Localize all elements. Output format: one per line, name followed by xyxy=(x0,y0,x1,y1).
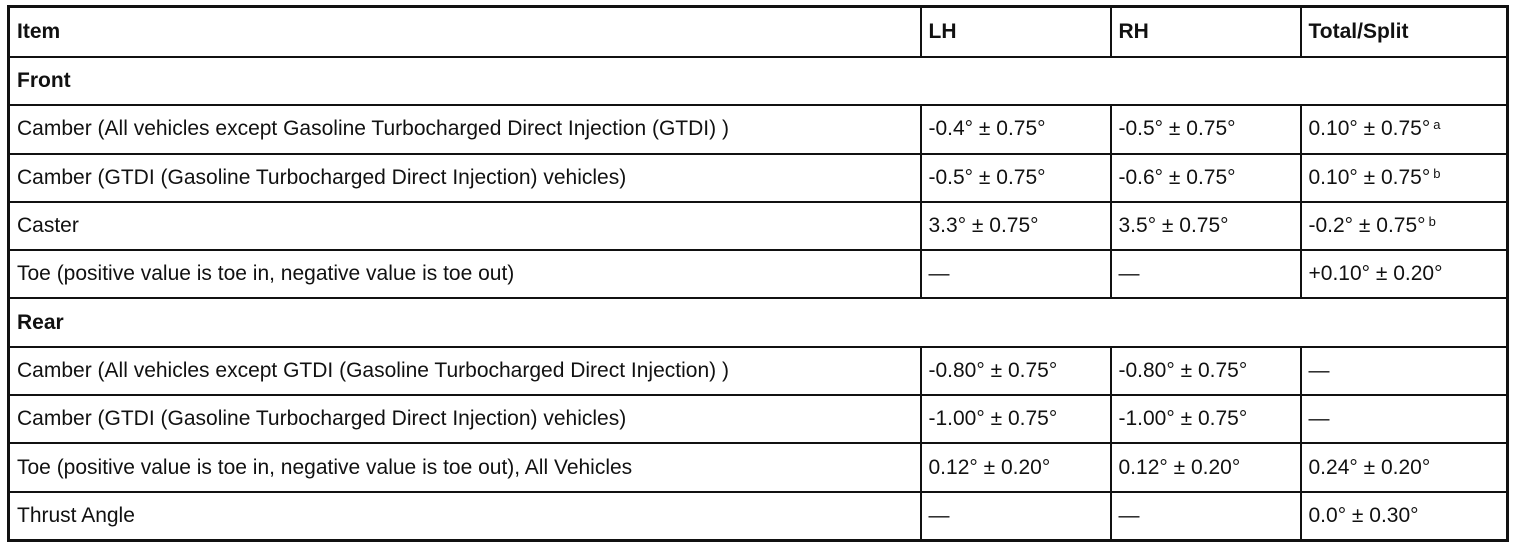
header-row xyxy=(9,7,1508,58)
rh-cell: — xyxy=(1111,250,1301,298)
total-cell xyxy=(1301,202,1508,250)
table-row xyxy=(9,492,1508,541)
table-row xyxy=(9,347,1508,395)
section-label-front: Front xyxy=(9,57,1508,105)
lh-cell: — xyxy=(921,250,1111,298)
item-cell: Toe (positive value is toe in, negative value is toe out) xyxy=(9,250,921,298)
footnote-marker: b xyxy=(1428,214,1436,230)
wheel-alignment-spec-table xyxy=(7,5,1509,542)
header-lh: LH xyxy=(921,7,1111,58)
item-cell: Camber (GTDI (Gasoline Turbocharged Direct Injection) vehicles) xyxy=(9,154,921,202)
item-cell: Camber (All vehicles except GTDI (Gasoline Turbocharged Direct Injection) ) xyxy=(9,347,921,395)
table-row xyxy=(9,443,1508,491)
header-total-split: Total/Split xyxy=(1301,7,1508,58)
total-cell: 0.0° ± 0.30° xyxy=(1301,492,1508,541)
rh-cell: -1.00° ± 0.75° xyxy=(1111,395,1301,443)
total-value: 0.10° ± 0.75° xyxy=(1308,165,1431,189)
total-cell xyxy=(1301,154,1508,202)
total-value: -0.2° ± 0.75° xyxy=(1308,214,1426,238)
lh-cell: — xyxy=(921,492,1111,541)
table-row xyxy=(9,395,1508,443)
lh-cell: -0.80° ± 0.75° xyxy=(921,347,1111,395)
item-cell: Camber (All vehicles except Gasoline Turbocharged Direct Injection (GTDI) ) xyxy=(9,105,921,153)
item-cell: Caster xyxy=(9,202,921,250)
rh-cell: -0.6° ± 0.75° xyxy=(1111,154,1301,202)
lh-cell: -0.4° ± 0.75° xyxy=(921,105,1111,153)
item-cell: Camber (GTDI (Gasoline Turbocharged Direct Injection) vehicles) xyxy=(9,395,921,443)
item-cell: Thrust Angle xyxy=(9,492,921,541)
total-cell: — xyxy=(1301,347,1508,395)
rh-cell: 3.5° ± 0.75° xyxy=(1111,202,1301,250)
table-row xyxy=(9,105,1508,153)
lh-cell: -0.5° ± 0.75° xyxy=(921,154,1111,202)
total-cell: — xyxy=(1301,395,1508,443)
total-cell: 0.24° ± 0.20° xyxy=(1301,443,1508,491)
lh-cell: -1.00° ± 0.75° xyxy=(921,395,1111,443)
lh-cell: 0.12° ± 0.20° xyxy=(921,443,1111,491)
rh-cell: -0.80° ± 0.75° xyxy=(1111,347,1301,395)
header-rh: RH xyxy=(1111,7,1301,58)
total-cell: +0.10° ± 0.20° xyxy=(1301,250,1508,298)
section-row-front xyxy=(9,57,1508,105)
header-item: Item xyxy=(9,7,921,58)
footnote-marker: a xyxy=(1433,117,1441,133)
section-row-rear xyxy=(9,298,1508,346)
rh-cell: -0.5° ± 0.75° xyxy=(1111,105,1301,153)
table-row xyxy=(9,154,1508,202)
item-cell: Toe (positive value is toe in, negative value is toe out), All Vehicles xyxy=(9,443,921,491)
rh-cell: 0.12° ± 0.20° xyxy=(1111,443,1301,491)
table-row xyxy=(9,202,1508,250)
footnote-marker: b xyxy=(1433,165,1441,181)
rh-cell: — xyxy=(1111,492,1301,541)
section-label-rear: Rear xyxy=(9,298,1508,346)
table-row xyxy=(9,250,1508,298)
total-cell xyxy=(1301,105,1508,153)
total-value: 0.10° ± 0.75° xyxy=(1308,117,1431,141)
lh-cell: 3.3° ± 0.75° xyxy=(921,202,1111,250)
